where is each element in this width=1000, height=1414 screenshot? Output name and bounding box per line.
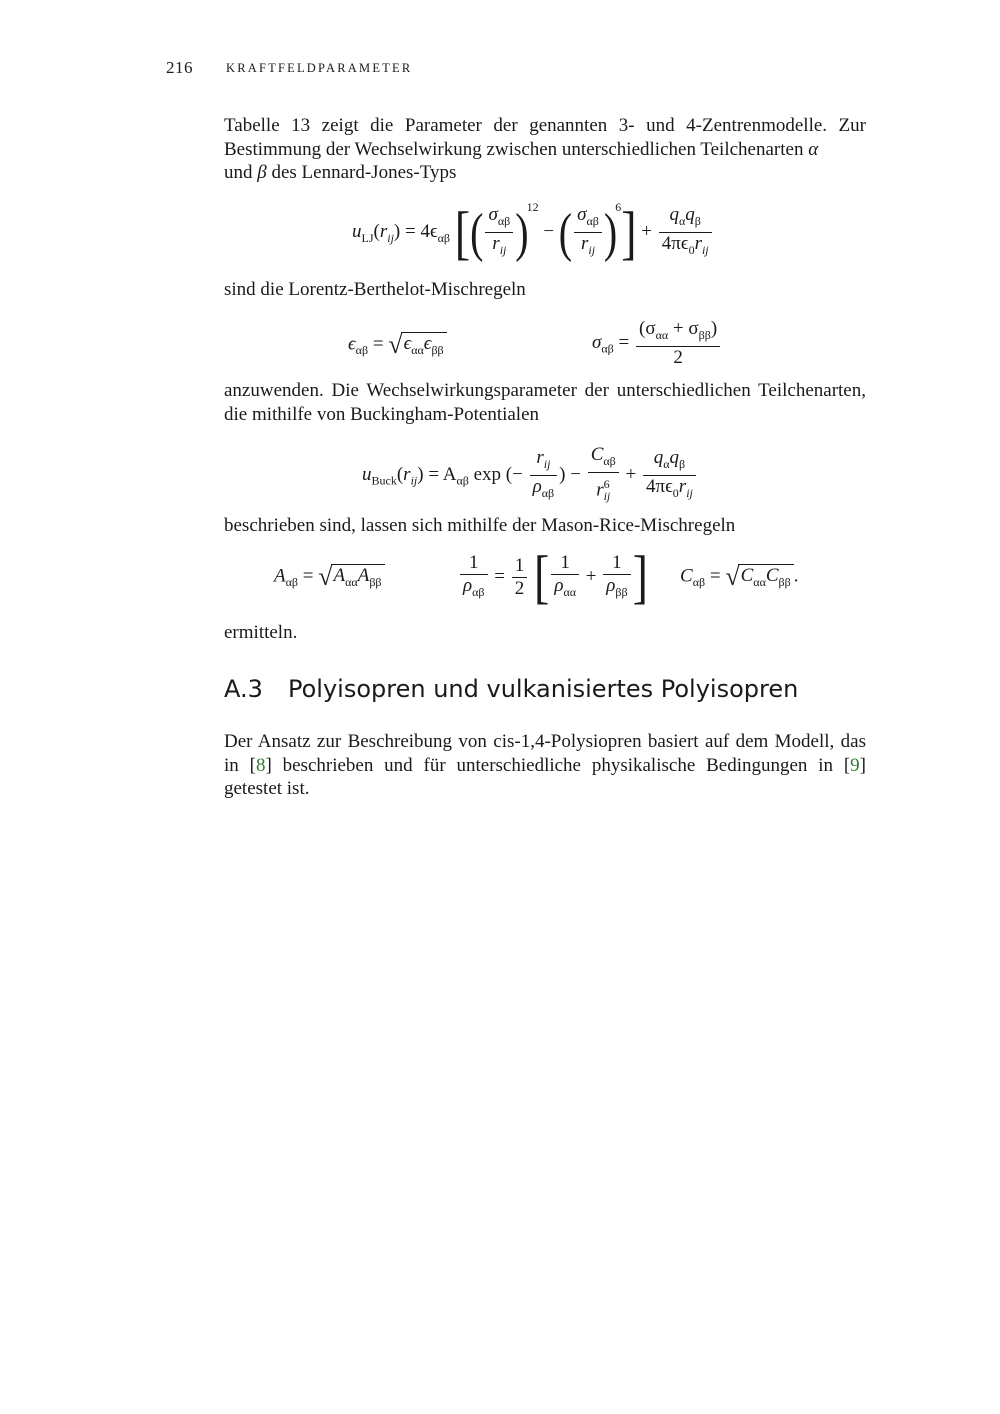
equation-buckingham: $u_{Buck}(r_{ij}) = A_{\alpha\beta}$ exp (− $\frac{r_{ij}}{\rho_{\alpha\beta}}$ ) − $\frac{C_{\alpha\beta}}{r^6_{ij}}$ + $\frac{q_\alpha q_\beta}{4\pi\epsilon_0r_{ij}}$ bbox=[362, 444, 698, 507]
paragraph-intro: Tabelle 13 zeigt die Parameter der genannten 3- und 4-Zentrenmodelle. Zur Bestimmung der Wechselwirkung zwischen unterschiedlichen Teilchenarten α und β des Lennard-Jones-Typs bbox=[224, 115, 866, 183]
citation-link-8[interactable]: 8 bbox=[255, 754, 266, 776]
page-header bbox=[166, 58, 413, 78]
section-heading bbox=[224, 675, 798, 703]
citation-link-9[interactable]: 9 bbox=[850, 754, 860, 776]
paragraph-lorentz: sind die Lorentz-Berthelot-Mischregeln bbox=[224, 279, 526, 300]
paragraph-buckingham: anzuwenden. Die Wechselwirkungsparameter der unterschiedlichen Teilchenarten, die mithilfe von Buckingham-Potentialen bbox=[224, 380, 866, 425]
page-number: 216 bbox=[166, 58, 193, 77]
section-title: Polyisopren und vulkanisiertes Polyisopren bbox=[288, 675, 799, 703]
running-title: KRAFTFELDPARAMETER bbox=[226, 61, 413, 75]
equation-c-mixing: $C_{\alpha\beta} = √C_{\alpha\alpha}C_{\beta\beta}$ . bbox=[680, 562, 799, 591]
equation-sigma-mixing: $\sigma_{\alpha\beta}$ = $\frac{(\sigma_{\alpha\alpha} + \sigma_{\beta\beta})}{2}$ bbox=[592, 318, 722, 369]
paragraph-polyisopren: Der Ansatz zur Beschreibung von cis-1,4-Polysiopren basiert auf dem Modell, das in [8] beschrieben und für unterschiedliche physikalische Bedingungen in [9] getestet ist. bbox=[224, 731, 866, 799]
equation-a-mixing: $A_{\alpha\beta} = √A_{\alpha\alpha}A_{\beta\beta}$ bbox=[274, 562, 385, 592]
equation-lennard-jones: $u_{LJ}(r_{ij}) = 4\epsilon_{\alpha\beta}$ [( $\frac{\sigma_{\alpha\beta}}{r_{ij}}$ )$^{12}$ − ( $\frac{\sigma_{\alpha\beta}}{r_{ij}}$ )$^6$] + $\frac{q_\alpha q_\beta}{4\pi\epsilon_0r_{ij}}$ bbox=[352, 200, 714, 261]
paragraph-mason-rice: beschrieben sind, lassen sich mithilfe der Mason-Rice-Mischregeln bbox=[224, 515, 736, 536]
section-number: A.3 bbox=[224, 675, 263, 703]
equation-rho-mixing: $\frac{1}{\rho_{\alpha\beta}}$ = $\frac{1}{2}$ [ $\frac{1}{\rho_{\alpha\alpha}}$ + $\frac{1}{\rho_{\beta\beta}}$ ] bbox=[458, 552, 648, 603]
paragraph-ermitteln: ermitteln. bbox=[224, 622, 298, 643]
equation-epsilon-mixing: $\epsilon_{\alpha\beta} = √\epsilon_{\alpha\alpha}\epsilon_{\beta\beta}$ bbox=[348, 330, 447, 360]
